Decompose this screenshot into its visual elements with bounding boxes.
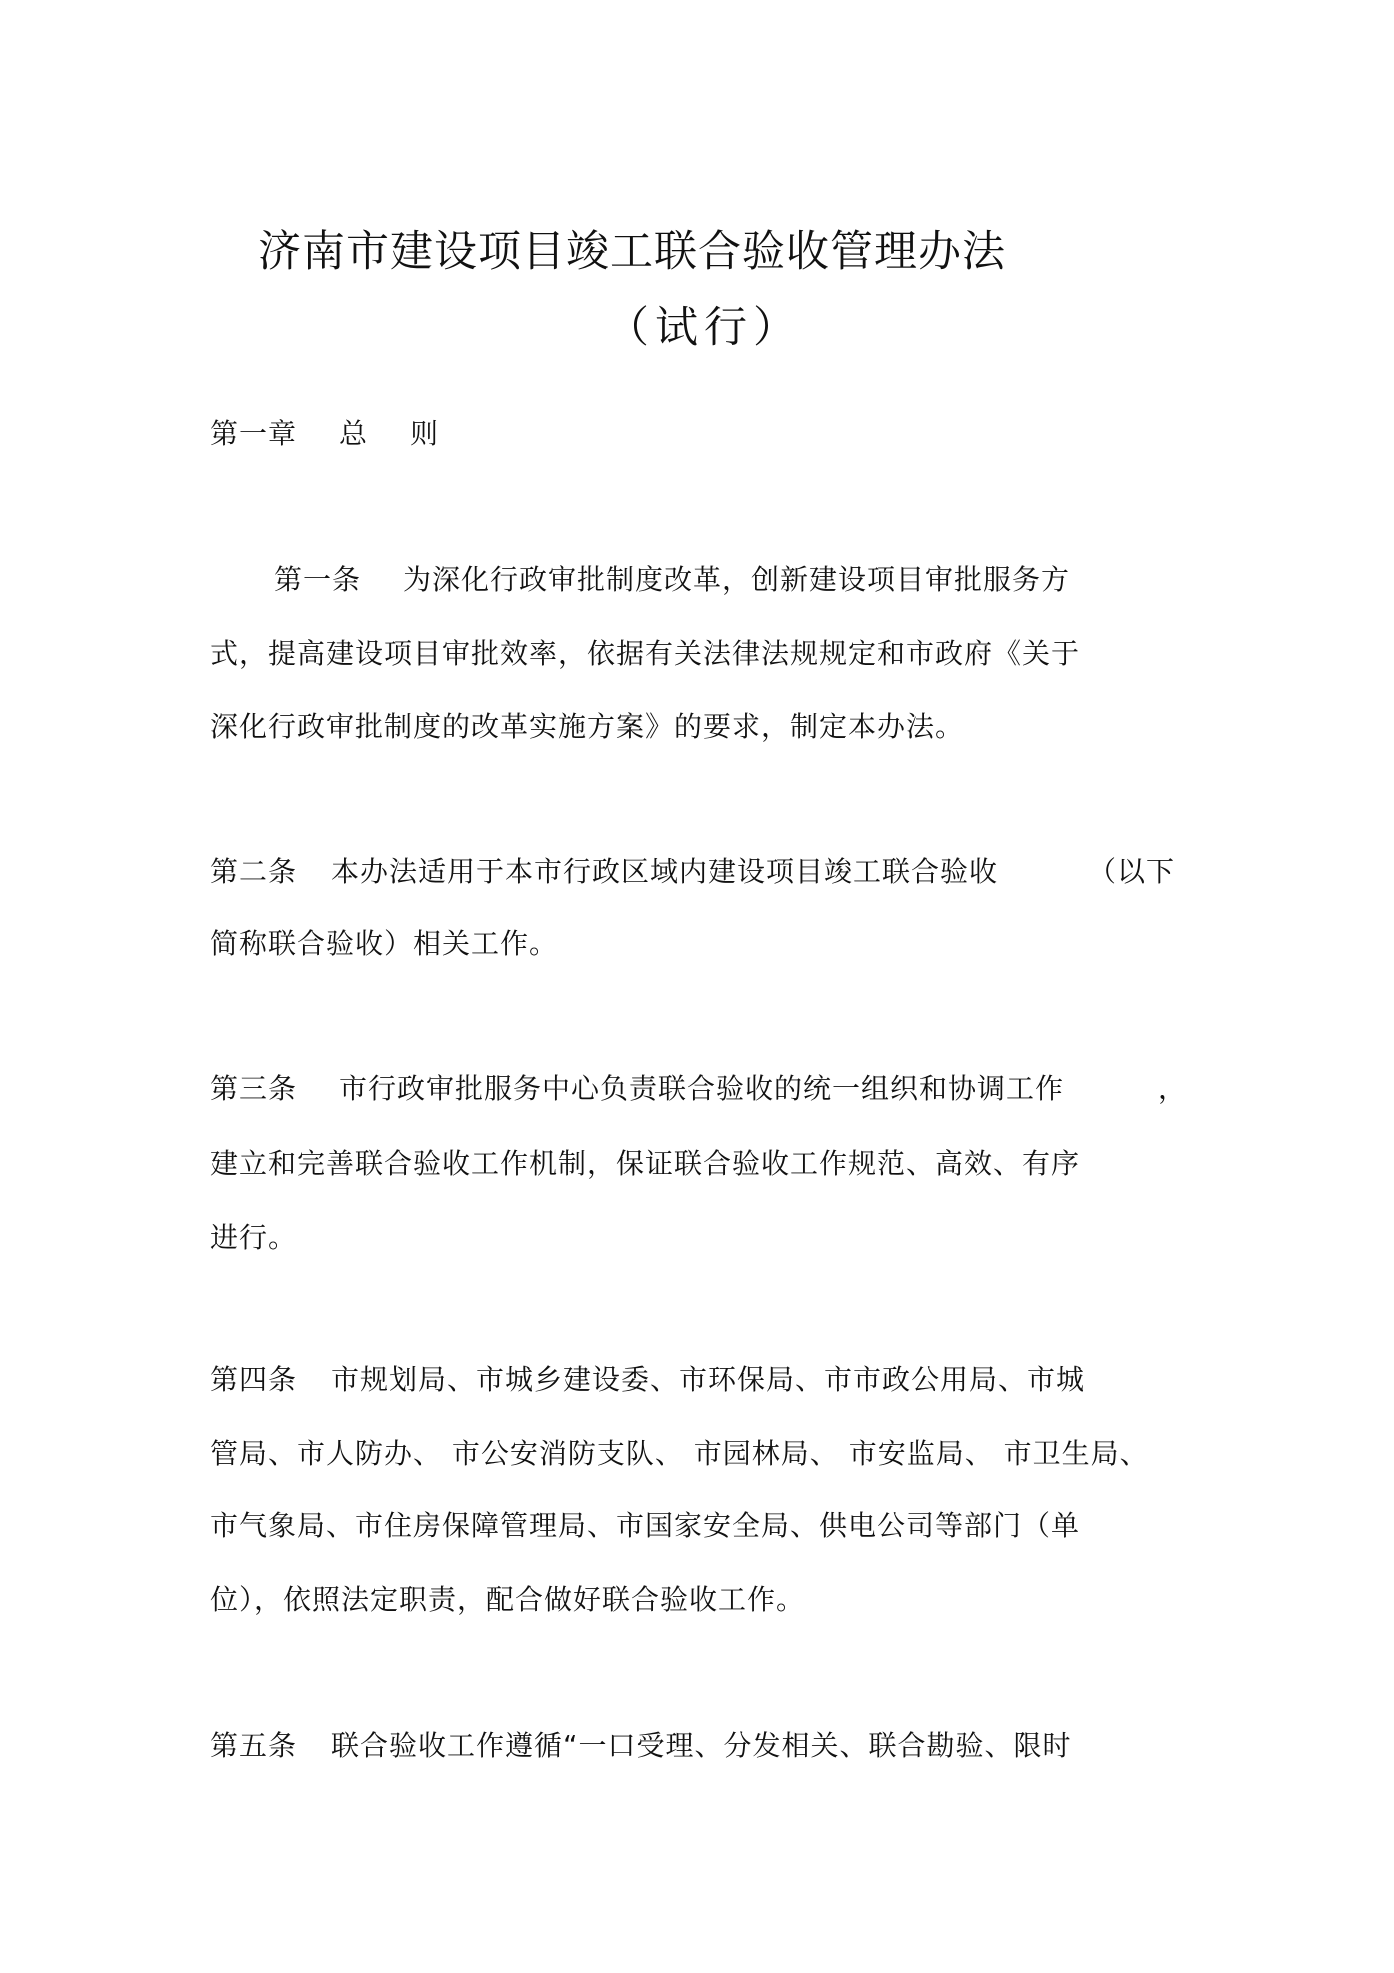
article-4-label: 第四条 — [210, 1363, 298, 1396]
article-2-text-1: 本办法适用于本市行政区域内建设项目竣工联合验收 — [331, 855, 999, 888]
article-3-line-3: 进行。 — [210, 1221, 298, 1254]
article-4-line-1 — [210, 1358, 1085, 1398]
article-3-text-1: 市行政审批服务中心负责联合验收的统一组织和协调工作 — [339, 1072, 1065, 1105]
article-1-line-2: 式，提高建设项目审批效率，依据有关法律法规规定和市政府《关于 — [210, 637, 1081, 670]
chapter-name-part-2: 则 — [410, 417, 440, 450]
article-3-line-2: 建立和完善联合验收工作机制，保证联合验收工作规范、高效、有序 — [210, 1147, 1081, 1180]
article-3-line-1 — [210, 1067, 1064, 1107]
article-2-line-1-tail: （以下 — [1088, 855, 1176, 888]
article-2-line-2: 简称联合验收）相关工作。 — [210, 927, 559, 960]
article-5-line-1 — [210, 1724, 1072, 1764]
chapter-heading — [210, 412, 439, 452]
article-1-label: 第一条 — [274, 563, 362, 596]
article-5-label: 第五条 — [210, 1729, 298, 1762]
article-4-text-1: 市规划局、市城乡建设委、市环保局、市市政公用局、市城 — [331, 1363, 1086, 1396]
article-4-line-2: 管局、市人防办、 市公安消防支队、 市园林局、 市安监局、 市卫生局、 — [210, 1437, 1149, 1470]
article-1-text-1: 为深化行政审批制度改革，创新建设项目审批服务方 — [403, 563, 1071, 596]
article-1-line-3: 深化行政审批制度的改革实施方案》的要求，制定本办法。 — [210, 710, 965, 743]
article-4-line-3: 市气象局、市住房保障管理局、市国家安全局、供电公司等部门（单 — [210, 1509, 1081, 1542]
document-title: 济南市建设项目竣工联合验收管理办法 — [258, 227, 1006, 277]
article-5-text-1: 联合验收工作遵循“一口受理、分发相关、联合勘验、限时 — [331, 1729, 1072, 1762]
article-4-line-4: 位），依照法定职责，配合做好联合验收工作。 — [210, 1583, 806, 1616]
article-3-line-1-tail: ， — [1158, 1072, 1188, 1105]
article-2-line-1 — [210, 850, 998, 890]
article-3-label: 第三条 — [210, 1072, 298, 1105]
chapter-name-part-1: 总 — [339, 417, 369, 450]
chapter-label: 第一章 — [210, 417, 298, 450]
document-subtitle: （试行） — [606, 303, 802, 353]
article-1-line-1 — [274, 558, 1070, 598]
article-2-label: 第二条 — [210, 855, 298, 888]
